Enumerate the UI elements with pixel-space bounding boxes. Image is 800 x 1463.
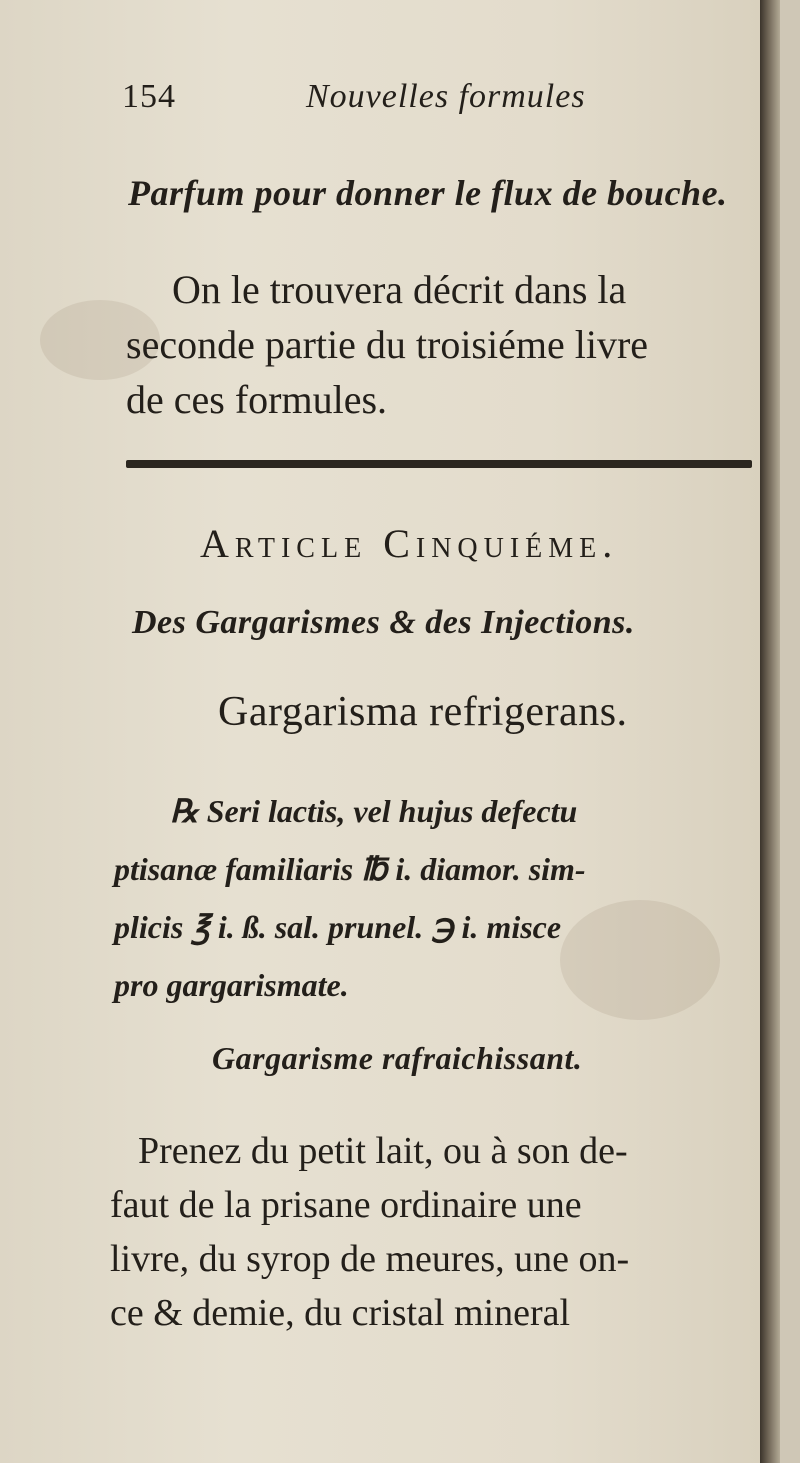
paragraph-line: ce & demie, du cristal mineral [110,1292,571,1334]
paragraph [110,1124,768,1340]
paragraph [126,262,762,427]
section-heading: Des Gargarismes & des Injections. [132,604,635,641]
running-title: Nouvelles formules [306,78,586,115]
paragraph-line: de ces formules. [126,377,388,422]
paragraph-line: On le trouvera décrit dans la [172,267,627,312]
paragraph-line: Prenez du petit lait, ou à son de- [138,1130,628,1172]
recipe-line: pro gargarismate. [114,967,349,1003]
article-title: Article Cinquiéme. [200,521,619,566]
horizontal-rule [126,460,752,468]
recipe-line: plicis ℥ i. ß. sal. prunel. ℈ i. misce [114,909,562,945]
recipe-title: Gargarisma refrigerans. [218,689,628,735]
section-heading: Parfum pour donner le flux de bouche. [128,173,728,213]
section-heading: Gargarisme rafraichissant. [212,1040,583,1076]
paragraph-line: livre, du syrop de meures, une on- [110,1238,630,1280]
recipe-line: ℞ Seri lactis, vel hujus defectu [170,793,578,829]
recipe-line: ptisanæ familiaris ℔ i. diamor. sim- [114,851,586,887]
running-head [110,78,760,128]
paragraph-line: seconde partie du troisiéme livre [126,322,649,367]
recipe-text [114,782,764,1014]
book-spine-shadow [760,0,780,1463]
page-number: 154 [122,78,176,115]
paragraph-line: faut de la prisane ordinaire une [110,1184,582,1226]
